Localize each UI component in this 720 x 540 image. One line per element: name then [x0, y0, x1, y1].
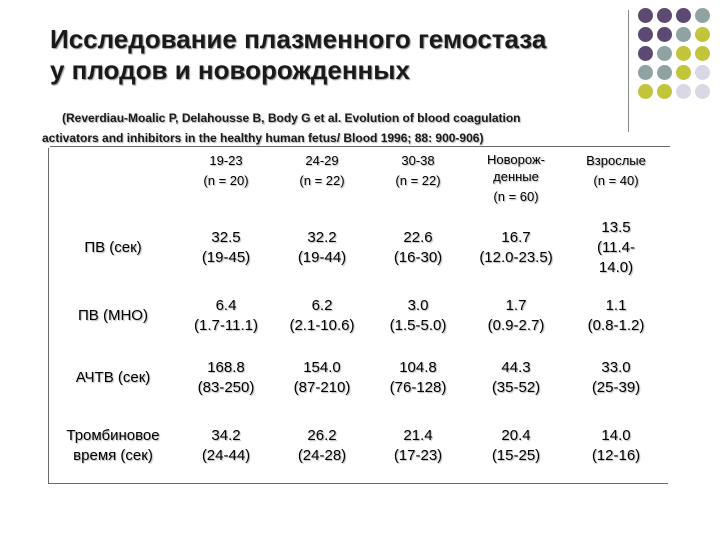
dot [676, 65, 691, 80]
dot [695, 8, 710, 23]
coagulation-table [48, 148, 666, 484]
row-label: АЧТВ (сек) [75, 369, 151, 386]
table-row [48, 348, 666, 408]
table-cell: 14.0 (12-16) [591, 427, 641, 464]
table-cell: 1.7 (0.9-2.7) [487, 297, 545, 334]
slide-title [50, 24, 630, 86]
table-top-border [50, 146, 670, 147]
decorative-dot-grid [636, 8, 716, 118]
dot [676, 8, 691, 23]
dot [638, 46, 653, 61]
dot [657, 84, 672, 99]
slide-title-line2: у плодов и новорожденных [50, 55, 410, 85]
table-cell: 44.3 (35-52) [491, 359, 541, 396]
dot [695, 84, 710, 99]
row-label: Тромбиновое время (сек) [66, 427, 160, 464]
table-cell: 13.5 (11.4- 14.0) [596, 219, 636, 276]
header-cell: Новорож- денные (n = 60) [487, 152, 545, 204]
table-cell: 20.4 (15-25) [491, 427, 541, 464]
dot [638, 8, 653, 23]
citation [42, 108, 670, 148]
table-cell: 32.2 (19-44) [297, 229, 347, 266]
dot [657, 27, 672, 42]
dot [657, 46, 672, 61]
dot [657, 65, 672, 80]
table-row [48, 212, 666, 284]
citation-line1: (Reverdiau-Moalic P, Delahousse B, Body G et al. Evolution of blood coagulation [62, 111, 521, 125]
table-cell: 26.2 (24-28) [297, 427, 347, 464]
dot [676, 46, 691, 61]
table-cell: 6.2 (2.1-10.6) [289, 297, 355, 334]
dot [695, 46, 710, 61]
dot [638, 65, 653, 80]
table-cell: 22.6 (16-30) [393, 229, 443, 266]
slide-title-line1: Исследование плазменного гемостаза [50, 24, 547, 54]
header-cell: 19-23 (n = 20) [203, 153, 249, 188]
table-cell: 16.7 (12.0-23.5) [479, 229, 553, 266]
row-label: ПВ (сек) [84, 239, 142, 256]
citation-line2: activators and inhibitors in the healthy human fetus/ Blood 1996; 88: 900-906) [42, 131, 484, 145]
dot [657, 8, 672, 23]
table-header-row [48, 148, 666, 212]
dot [638, 84, 653, 99]
table-row [48, 408, 666, 484]
table-cell: 33.0 (25-39) [591, 359, 641, 396]
dot [695, 65, 710, 80]
header-cell: 24-29 (n = 22) [299, 153, 345, 188]
table-row [48, 284, 666, 348]
table-cell: 154.0 (87-210) [293, 359, 351, 396]
table-cell: 3.0 (1.5-5.0) [389, 297, 447, 334]
table-cell: 104.8 (76-128) [389, 359, 447, 396]
dot [638, 27, 653, 42]
table-cell: 32.5 (19-45) [201, 229, 251, 266]
header-empty [48, 148, 178, 212]
dot [676, 84, 691, 99]
table-cell: 21.4 (17-23) [393, 427, 443, 464]
header-cell: Взрослые (n = 40) [586, 153, 646, 188]
table-cell: 34.2 (24-44) [201, 427, 251, 464]
dot [676, 27, 691, 42]
row-label: ПВ (МНО) [78, 307, 148, 324]
table-cell: 168.8 (83-250) [197, 359, 255, 396]
table-cell: 1.1 (0.8-1.2) [587, 297, 645, 334]
table-cell: 6.4 (1.7-11.1) [194, 297, 258, 334]
dot [695, 27, 710, 42]
header-cell: 30-38 (n = 22) [395, 153, 441, 188]
